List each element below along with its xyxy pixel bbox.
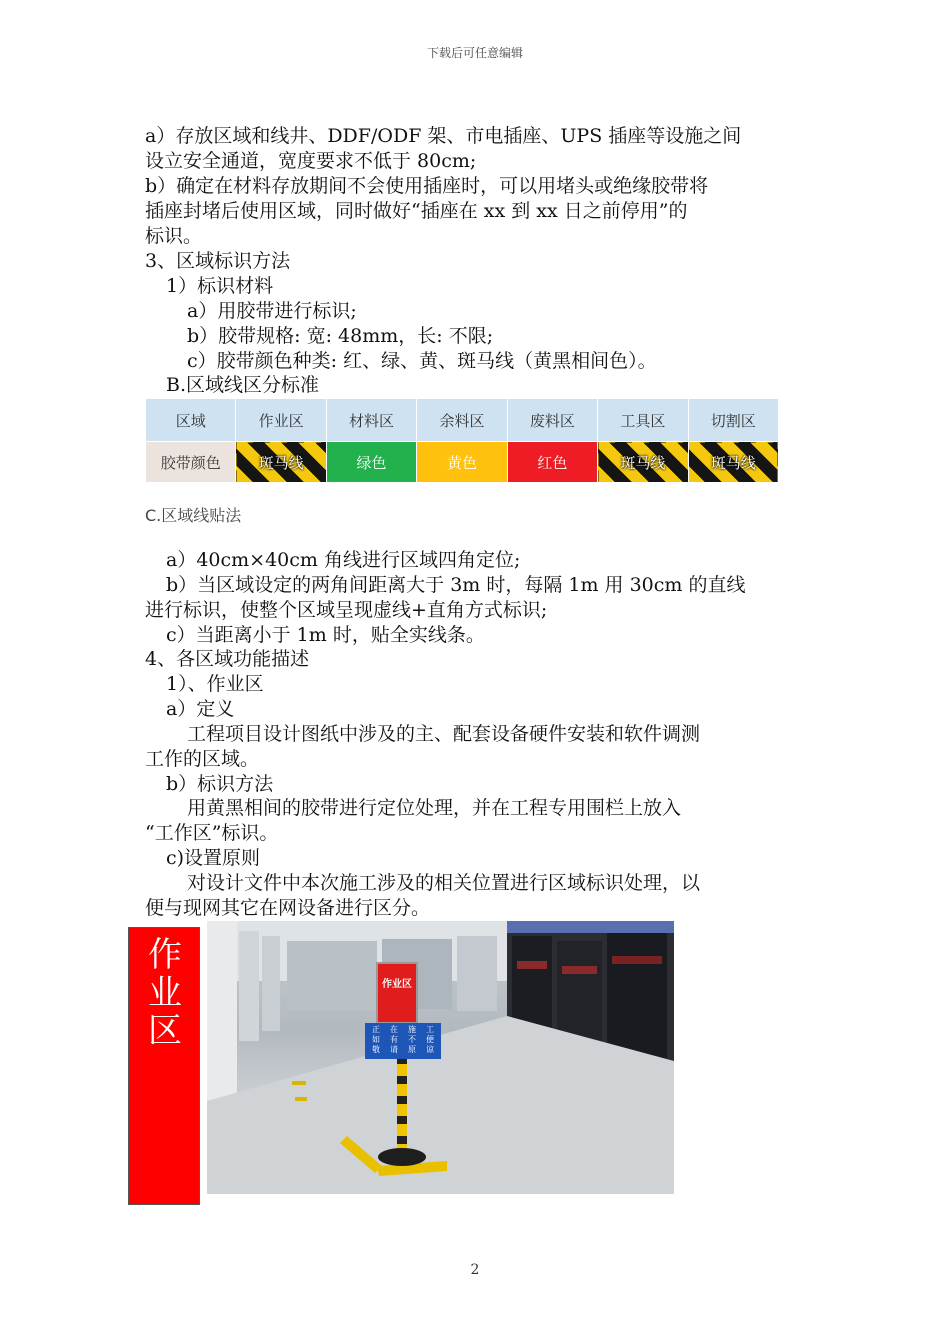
text-line: a）存放区域和线井、DDF/ODF 架、市电插座、UPS 插座等设施之间 [145,125,742,147]
subsection-heading: 1）、作业区 [166,673,264,695]
sign-char: 有 [390,1035,398,1044]
tape-color-label: 斑马线 [710,453,756,472]
text-line: “工作区”标识。 [145,822,279,844]
sign-char: 施 [408,1025,416,1034]
text-line: 标识。 [145,225,203,247]
zebra-tape-cell [688,442,778,483]
sign-char: 敬 [372,1045,380,1054]
label-char: 区 [148,1011,182,1051]
work-zone-photo [207,921,674,1194]
sign-bottom-text [367,1025,439,1055]
text-line: c）胶带颜色种类: 红、绿、黄、斑马线（黄黑相间色）。 [187,350,657,372]
text-line: 进行标识，使整个区域呈现虚线+直角方式标识; [145,599,548,621]
table-header-cell: 材料区 [326,399,416,442]
zone-color-table [145,398,779,483]
sign-char: 谅 [426,1045,434,1054]
work-zone-label-box [128,927,200,1205]
text-line: c)设置原则 [166,847,261,869]
label-char: 作 [148,935,182,975]
page-number: 2 [470,1262,480,1278]
subsection-heading: 1）标识材料 [166,275,274,297]
tape-color-label: 斑马线 [258,453,304,472]
text-line: a）40cm×40cm 角线进行区域四角定位; [166,549,521,571]
green-tape-cell: 绿色 [326,442,416,483]
text-line: c）当距离小于 1m 时，贴全实线条。 [166,624,485,646]
section-heading: 4、各区域功能描述 [145,648,310,670]
sign-char: 正 [372,1025,380,1034]
text-line: b）确定在材料存放期间不会使用插座时，可以用堵头或绝缘胶带将 [145,175,709,197]
table-header-cell: 余料区 [417,399,507,442]
photo-illustration [207,921,674,1194]
subsection-heading: B.区域线区分标准 [166,374,320,396]
sign-top-text: 作业区 [382,979,412,990]
text-line: b）当区域设定的两角间距离大于 3m 时，每隔 1m 用 30cm 的直线 [166,574,746,596]
label-char: 业 [148,973,182,1013]
text-line: 便与现网其它在网设备进行区分。 [145,897,431,919]
table-header-row [146,399,779,442]
text-line: 用黄黑相间的胶带进行定位处理，并在工程专用围栏上放入 [187,797,682,819]
table-header-cell: 切割区 [688,399,778,442]
sign-char: 工 [426,1025,434,1034]
tape-color-label: 斑马线 [620,453,666,472]
table-row-label: 胶带颜色 [146,442,236,483]
text-line: a）定义 [166,698,235,720]
text-line: 对设计文件中本次施工涉及的相关位置进行区域标识处理，以 [187,872,701,894]
work-zone-label [129,936,201,1050]
zebra-tape-cell [236,442,326,483]
table-header-cell: 区域 [146,399,236,442]
table-header-cell: 作业区 [236,399,326,442]
text-line: 插座封堵后使用区域，同时做好“插座在 xx 到 xx 日之前停用”的 [145,200,688,222]
sign-char: 原 [408,1045,416,1054]
sign-char: 请 [390,1045,398,1054]
section-heading: 3、区域标识方法 [145,250,291,272]
sign-char: 在 [390,1025,398,1034]
sign-char: 不 [408,1035,416,1044]
sign-char: 如 [372,1035,380,1044]
text-line: 工作的区域。 [145,748,260,770]
yellow-tape-cell: 黄色 [417,442,507,483]
table-header-cell: 工具区 [598,399,688,442]
text-line: a）用胶带进行标识; [187,300,357,322]
zebra-tape-cell [598,442,688,483]
text-line: 设立安全通道，宽度要求不低于 80cm; [145,150,477,172]
text-line: b）胶带规格: 宽: 48mm，长: 不限; [187,325,494,347]
red-tape-cell: 红色 [507,442,597,483]
text-line: 工程项目设计图纸中涉及的主、配套设备硬件安装和软件调测 [187,723,701,745]
table-color-row [146,442,779,483]
text-line: b）标识方法 [166,773,274,795]
sign-char: 便 [426,1035,434,1044]
section-c-title: C.区域线贴法 [145,506,242,525]
table-header-cell: 废料区 [507,399,597,442]
page-header: 下载后可任意编辑 [426,46,523,60]
